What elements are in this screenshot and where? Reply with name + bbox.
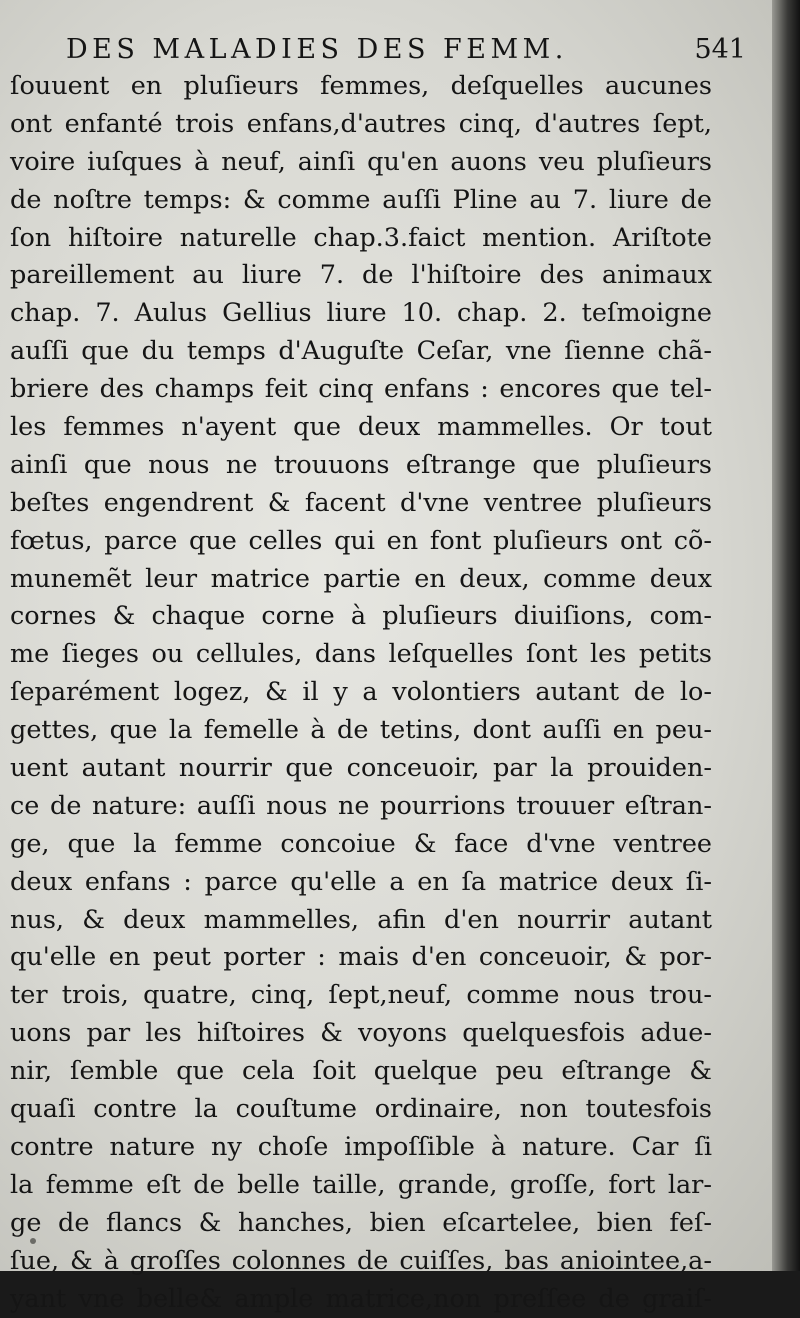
text-line: ont enfanté trois enfans,d'autres cinq, d'autres ſept, [10,106,712,144]
text-line: de noſtre temps: & comme auſſi Pline au 7. liure de [10,182,712,220]
text-line: nir, ſemble que cela ſoit quelque peu eſtrange & [10,1053,712,1091]
text-line: deux enfans : parce qu'elle a en ſa matrice deux ſi- [10,864,712,902]
text-line: pareillement au liure 7. de l'hiſtoire des animaux [10,257,712,295]
text-line: ſouuent en pluſieurs femmes, deſquelles aucunes [10,68,712,106]
text-line: ainſi que nous ne trouuons eſtrange que pluſieurs [10,447,712,485]
text-line: me ſieges ou cellules, dans leſquelles ſont les petits [10,636,712,674]
text-line: la femme eſt de belle taille, grande, groſſe, fort lar- [10,1167,712,1205]
text-line: ge, que la femme concoiue & face d'vne ventree [10,826,712,864]
text-line: yant vne belle& ample matrice,non preſſee de graiſ- [10,1281,712,1318]
text-line: uons par les hiſtoires & voyons quelquesfois adue- [10,1015,712,1053]
text-line: auſſi que du temps d'Auguſte Ceſar, vne ſienne chã- [10,333,712,371]
text-line: fœtus, parce que celles qui en font pluſieurs ont cõ- [10,523,712,561]
text-line: munemẽt leur matrice partie en deux, comme deux [10,561,712,599]
running-title: DES MALADIES DES FEMM. [66,30,568,70]
text-line: cornes & chaque corne à pluſieurs diuiſions, com- [10,598,712,636]
text-line: nus, & deux mammelles, afin d'en nourrir autant [10,902,712,940]
page-number: 541 [694,30,746,70]
running-head [0,30,772,70]
text-line: ter trois, quatre, cinq, ſept,neuf, comme nous trou- [10,977,712,1015]
text-line: briere des champs feit cinq enfans : encores que tel- [10,371,712,409]
text-line: voire iuſques à neuf, ainſi qu'en auons veu pluſieurs [10,144,712,182]
text-line: beſtes engendrent & facent d'vne ventree pluſieurs [10,485,712,523]
text-line: ſeparément logez, & il y a volontiers autant de lo- [10,674,712,712]
text-line: contre nature ny choſe impoſſible à nature. Car ſi [10,1129,712,1167]
ink-speck [30,1238,36,1244]
text-line: ſon hiſtoire naturelle chap.3.faict mention. Ariſtote [10,220,712,258]
text-line: uent autant nourrir que conceuoir, par la prouiden- [10,750,712,788]
body-text [10,68,712,1318]
binding-gutter [772,0,800,1271]
text-line: gettes, que la femelle à de tetins, dont auſſi en peu- [10,712,712,750]
text-line: les femmes n'ayent que deux mammelles. Or tout [10,409,712,447]
text-line: quaſi contre la couſtume ordinaire, non toutesfois [10,1091,712,1129]
text-line: ce de nature: auſſi nous ne pourrions trouuer eſtran- [10,788,712,826]
text-line: qu'elle en peut porter : mais d'en conceuoir, & por- [10,939,712,977]
text-line: chap. 7. Aulus Gellius liure 10. chap. 2. teſmoigne [10,295,712,333]
text-line: ſue, & à groſſes colonnes de cuiſſes, bas aniointee,a- [10,1243,712,1281]
text-line: ge de flancs & hanches, bien eſcartelee, bien feſ- [10,1205,712,1243]
